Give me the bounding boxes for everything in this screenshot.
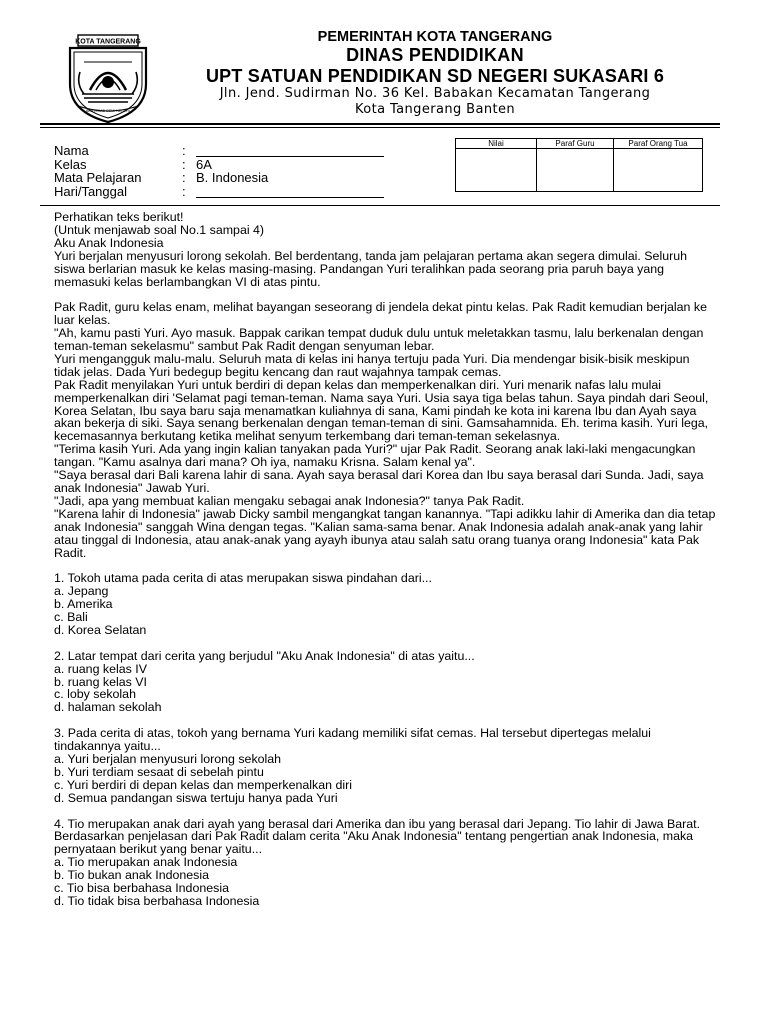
hari-blank-line[interactable] — [196, 197, 384, 198]
mapel-label: Mata Pelajaran — [54, 170, 142, 185]
colon: : — [182, 170, 186, 185]
answer-option[interactable]: c. Bali — [54, 610, 88, 625]
score-header-paraf-guru: Paraf Guru — [537, 139, 614, 149]
answer-option[interactable]: b. Amerika — [54, 597, 113, 612]
story-paragraph: Yuri berjalan menyusuri lorong sekolah. Bel berdentang, tanda jam pelajaran pertama akan segera dimulai. Seluruh siswa berlarian masuk ke kelas masing-masing. Pandangan Yuri teralihkan pada seorang pria paruh baya yang memasuki kelas berlambangkan VI di atas pintu. — [54, 248, 687, 289]
score-header-paraf-orang-tua: Paraf Orang Tua — [614, 139, 703, 149]
story-paragraph: "Jadi, apa yang membuat kalian mengaku sebagai anak Indonesia?" tanya Pak Radit. — [54, 493, 525, 508]
emblem-motto: BERTEKAD DEMI NEGERI — [85, 109, 131, 113]
answer-option[interactable]: c. Yuri berdiri di depan kelas dan memperkenalkan diri — [54, 777, 352, 792]
score-cell-nilai[interactable] — [456, 149, 537, 192]
colon: : — [182, 183, 186, 199]
answer-option[interactable]: d. halaman sekolah — [54, 700, 162, 715]
answer-option[interactable]: d. Semua pandangan siswa tertuju hanya pada Yuri — [54, 790, 338, 805]
question-4: 4. Tio merupakan anak dari ayah yang berasal dari Amerika dan ibu yang berasal dari Jepang. Tio lahir di Jawa Barat. Berdasarkan penjelasan dari Pak Radit dalam cerita "Aku Anak Indonesia" tentang pengertian anak Indonesia, maka pernyataan berikut yang benar yaitu... — [54, 816, 701, 857]
kelas-value: 6A — [196, 156, 212, 172]
header-address: Jln. Jend. Sudirman No. 36 Kel. Babakan Kecamatan Tangerang — [219, 86, 651, 101]
story-paragraph: Pak Radit menyilakan Yuri untuk berdiri di depan kelas dan memperkenalkan diri. Yuri menarik nafas lalu mulai memperkenalkan diri 'Selamat pagi teman-teman. Nama saya Yuri. Usia saya tiga belas tahun. Saya pindah dari Seoul, Korea Selatan, Ibu saya baru saja menamatkan kuliahnya di sana, Kami pindah ke kota ini karena Ibu dan Ayah saya akan bekerja di siki. Saya senang berkenalan dengan teman-teman di sini. Gamsahamnida. Eh. terima kasih. Yuri lega, kecemasannya berkutang ketika melihat senyum terkembang dari teman-teman sekelasnya. — [54, 377, 709, 444]
score-cell-paraf-guru[interactable] — [537, 149, 614, 192]
question-3: 3. Pada cerita di atas, tokoh yang bernama Yuri kadang memiliki sifat cemas. Hal tersebut dipertegas melalui tindakannya yaitu... — [54, 726, 651, 754]
answer-option[interactable]: c. Tio bisa berbahasa Indonesia — [54, 881, 229, 896]
story-paragraph: "Saya berasal dari Bali karena lahir di sana. Ayah saya berasal dari Korea dan Ibu saya berasal dari Sunda. Jadi, saya anak Indonesia" Jawab Yuri. — [54, 468, 704, 496]
nama-blank-line[interactable] — [196, 156, 384, 157]
header-government: PEMERINTAH KOTA TANGERANG — [317, 29, 553, 45]
answer-option[interactable]: d. Tio tidak bisa berbahasa Indonesia — [54, 893, 260, 908]
header-city: Kota Tangerang Banten — [354, 102, 516, 117]
question-2: 2. Latar tempat dari cerita yang berjudul "Aku Anak Indonesia" di atas yaitu... — [54, 648, 475, 663]
story-paragraph: "Karena lahir di Indonesia" jawab Dicky sambil mengangkat tangan kanannya. "Tapi adikku lahir di Amerika dan dia tetap anak Indonesia" sanggah Wina dengan tegas. "Kalian sama-sama benar. Anak Indonesia adalah anak-anak yang lahir atau tinggal di Indonesia, atau anak-anak yang ayayh ibunya atau salah satu orang tuanya orang Indonesia" kata Pak Radit. — [54, 506, 716, 560]
emblem-title: KOTA TANGERANG — [75, 38, 141, 46]
score-table — [455, 138, 703, 192]
colon: : — [182, 143, 186, 158]
answer-option[interactable]: a. Tio merupakan anak Indonesia — [54, 855, 238, 870]
mapel-value: B. Indonesia — [196, 170, 269, 185]
story-paragraph: Yuri mengangguk malu-malu. Seluruh mata di kelas ini hanya tertuju pada Yuri. Dia mendengar bisik-bisik meskipun tidak jelas. Dada Yuri bedegup begitu kencang dan raut wajahnya tampak cemas. — [54, 351, 690, 379]
info-divider — [40, 205, 720, 206]
header-divider-thin — [40, 127, 720, 128]
answer-option[interactable]: a. ruang kelas IV — [54, 661, 147, 676]
answer-option[interactable]: a. Jepang — [54, 584, 109, 599]
kota-tangerang-emblem-icon — [62, 32, 154, 124]
story-paragraph: "Ah, kamu pasti Yuri. Ayo masuk. Bappak carikan tempat duduk dulu untuk meletakkan tasmu, lalu berkenalan dengan teman-teman sekelasmu" sambut Pak Radit dengan senyuman lebar. — [54, 326, 704, 354]
score-cell-paraf-orang-tua[interactable] — [614, 149, 703, 192]
colon: : — [182, 156, 186, 172]
kelas-label: Kelas — [54, 156, 87, 172]
header-divider — [40, 123, 720, 125]
nama-label: Nama — [54, 143, 89, 158]
answer-option[interactable]: b. ruang kelas VI — [54, 674, 147, 689]
answer-option[interactable]: a. Yuri berjalan menyusuri lorong sekolah — [54, 752, 282, 766]
answer-option[interactable]: b. Tio bukan anak Indonesia — [54, 868, 209, 883]
story-title: Aku Anak Indonesia — [54, 235, 164, 250]
instruction-scope: (Untuk menjawab soal No.1 sampai 4) — [54, 222, 265, 237]
instruction: Perhatikan teks berikut! — [54, 210, 184, 224]
answer-option[interactable]: d. Korea Selatan — [54, 622, 147, 637]
answer-option[interactable]: b. Yuri terdiam sesaat di sebelah pintu — [54, 764, 264, 779]
question-1: 1. Tokoh utama pada cerita di atas merupakan siswa pindahan dari... — [54, 571, 432, 586]
hari-label: Hari/Tanggal — [54, 183, 127, 199]
header-department: DINAS PENDIDIKAN — [346, 45, 524, 65]
score-header-nilai: Nilai — [456, 139, 537, 149]
story-paragraph: Pak Radit, guru kelas enam, melihat bayangan seseorang di jendela dekat pintu kelas. Pak Radit kemudian berjalan ke luar kelas. — [54, 300, 707, 328]
story-paragraph: "Terima kasih Yuri. Ada yang ingin kalian tanyakan pada Yuri?" ujar Pak Radit. Seorang anak laki-laki mengacungkan tangan. "Kamu asalnya dari mana? Oh iya, namaku Krisna. Salam kenal ya". — [54, 442, 696, 470]
worksheet-content — [54, 211, 718, 908]
header-school-name: UPT SATUAN PENDIDIKAN SD NEGERI SUKASARI 6 — [205, 66, 665, 86]
answer-option[interactable]: c. loby sekolah — [54, 687, 136, 702]
